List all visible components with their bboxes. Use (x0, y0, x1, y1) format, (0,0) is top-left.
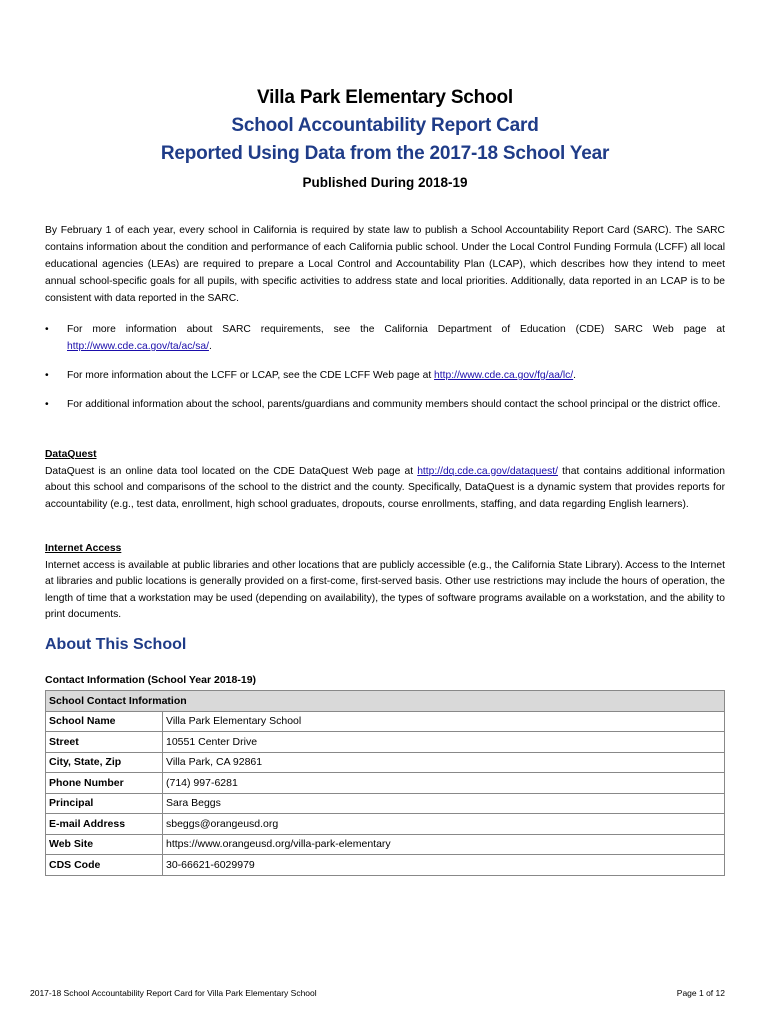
dataquest-heading: DataQuest (45, 449, 97, 460)
dataquest-section: DataQuest DataQuest is an online data tool located on the CDE DataQuest Web page at http://dq.cde.ca.gov/dataquest/ that contains additional information about this school and comparisons of the school to the district and the county. Specifically, DataQuest is a dynamic system that provides reports for accountability (e.g., test data, enrollment, high school graduates, dropouts, course enrollments, staffing, and data regarding English learners). (45, 449, 725, 510)
internet-heading: Internet Access (45, 543, 122, 554)
title-block (45, 84, 725, 192)
page-number: Page 1 of 12 (676, 988, 725, 998)
internet-section (45, 541, 725, 624)
list-item (45, 396, 725, 413)
table-row: Phone Number (714) 997-6281 (46, 773, 725, 794)
table-row: School Name Villa Park Elementary School (46, 711, 725, 732)
dataquest-link[interactable]: http://dq.cde.ca.gov/dataquest/ (417, 465, 559, 477)
contact-caption: Contact Information (School Year 2018-19) (45, 674, 257, 686)
published-subtitle: Published During 2018-19 (302, 175, 468, 190)
table-row: City, State, Zip Villa Park, CA 92861 (46, 752, 725, 773)
bullet-list (45, 321, 725, 425)
bullet-symbol: • (45, 324, 49, 335)
table-row: E-mail Address sbeggs@orangeusd.org (46, 814, 725, 835)
school-title: Villa Park Elementary School (257, 87, 513, 108)
table-header: School Contact Information (46, 691, 725, 712)
list-item: • For more information about SARC requirements, see the California Department of Education (CDE) SARC Web page at http://www.cde.ca.gov/ta/ac/sa/. (45, 321, 725, 355)
bullet-text: For more information about the LCFF or LCAP, see the CDE LCFF Web page at (67, 370, 435, 381)
bullet-text: For more information about SARC requirements, see the California Department of Education (CDE) SARC Web page at (67, 324, 725, 335)
lcff-link[interactable]: http://www.cde.ca.gov/fg/aa/lc/ (434, 370, 574, 381)
contact-table (45, 690, 725, 876)
bullet-symbol: • (45, 399, 49, 410)
intro-paragraph: By February 1 of each year, every school in California is required by state law to publish a School Accountability Report Card (SARC). The SARC contains information about the condition and performance of each California public school. Under the Local Control Funding Formula (LCFF) all local educational agencies (LEAs) are required to prepare a Local Control and Accountability Plan (LCAP), which describes how they intend to meet annual school-specific goals for all pupils, with specific activities to address state and local priorities. Additionally, data reported in an LCAP is to be consistent with data reported in the SARC. (45, 225, 725, 304)
internet-body: Internet access is available at public libraries and other locations that are publicly accessible (e.g., the California State Library). Access to the Internet at libraries and public locations is generally provided on a first-come, first-served basis. Other use restrictions may include the hours of operation, the length of time that a workstation may be used (depending on availability), the types of software programs available on a workstation, and the ability to print documents. (45, 559, 725, 620)
reported-subtitle: Reported Using Data from the 2017-18 School Year (160, 143, 610, 164)
table-row: CDS Code 30-66621-6029979 (46, 855, 725, 876)
footer-left: 2017-18 School Accountability Report Card for Villa Park Elementary School (30, 988, 317, 998)
list-item: • For more information about the LCFF or LCAP, see the CDE LCFF Web page at http://www.cde.ca.gov/fg/aa/lc/. (45, 367, 725, 384)
table-row: Street 10551 Center Drive (46, 732, 725, 753)
bullet-text: For additional information about the school, parents/guardians and community members should contact the school principal or the district office. (67, 399, 721, 410)
table-row: Principal Sara Beggs (46, 793, 725, 814)
sarc-link[interactable]: http://www.cde.ca.gov/ta/ac/sa/ (67, 341, 209, 352)
about-heading: About This School (45, 636, 187, 653)
report-title: School Accountability Report Card (231, 115, 539, 136)
bullet-symbol: • (45, 370, 49, 381)
table-row: Web Site https://www.orangeusd.org/villa-park-elementary (46, 834, 725, 855)
